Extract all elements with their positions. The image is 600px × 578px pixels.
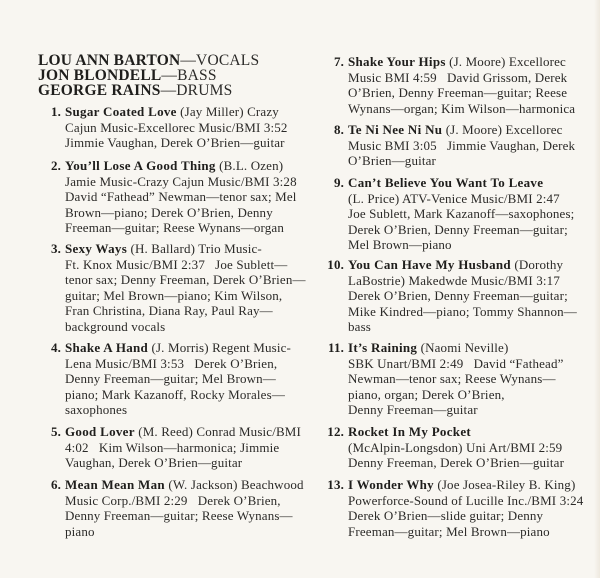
track-title: Shake A Hand <box>65 340 149 355</box>
track-credit-line: (McAlpin-Longsdon) Uni Art/BMI 2:59 <box>348 439 563 455</box>
track-credit-line: background vocals <box>65 318 166 334</box>
track-entry <box>50 477 304 539</box>
track-credit-line: Denny Freeman, Derek O’Brien—guitar <box>348 455 565 471</box>
track-credit-line: Fran Christina, Diana Ray, Paul Ray— <box>65 303 273 319</box>
track-writer-credit: (M. Reed) Conrad Music/BMI <box>134 424 301 439</box>
track-credit-line: Jamie Music-Crazy Cajun Music/BMI 3:28 <box>65 173 297 189</box>
track-number: 2. <box>50 158 61 173</box>
track-number: 6. <box>50 477 61 492</box>
track-title: Mean Mean Man <box>65 477 165 492</box>
track-title-line <box>65 477 304 493</box>
musician-role: —VOCALS <box>180 52 260 69</box>
track-title: Te Ni Nee Ni Nu <box>348 122 443 137</box>
track-credit-line: SBK Unart/BMI 2:49 David “Fathead” <box>348 355 564 371</box>
track-entry <box>50 158 297 236</box>
track-credit-line: tenor sax; Denny Freeman, Derek O’Brien— <box>65 272 306 288</box>
track-number: 13. <box>327 477 344 492</box>
track-credit-line: Derek O’Brien—slide guitar; Denny <box>348 508 544 524</box>
track-title: Can’t Believe You Want To Leave <box>348 175 544 190</box>
track-title-line <box>65 241 306 257</box>
musician-name: GEORGE RAINS <box>38 82 161 99</box>
track-title-line <box>348 340 564 356</box>
track-number: 9. <box>333 175 344 190</box>
track-credit-line: Denny Freeman—guitar; Mel Brown— <box>65 371 276 387</box>
track-title-line <box>65 424 301 440</box>
track-title-line <box>348 477 583 493</box>
track-title-line <box>348 424 564 440</box>
track-credit-line: Mel Brown—piano <box>348 237 452 253</box>
track-entry <box>327 477 584 539</box>
track-title: Rocket In My Pocket <box>348 424 472 439</box>
track-credit-line: bass <box>348 319 371 335</box>
track-title-line <box>348 122 575 138</box>
track-credit-line: piano <box>65 523 95 539</box>
track-credit-line: O’Brien, Denny Freeman—guitar; Reese <box>348 85 568 101</box>
track-credit-line: Music Corp./BMI 2:29 Derek O’Brien, <box>65 492 281 508</box>
track-credit-line: piano, organ; Derek O’Brien, <box>348 386 505 402</box>
track-credit-line: piano; Mark Kazanoff, Rocky Morales— <box>65 386 285 402</box>
credit-line <box>38 53 259 68</box>
track-entry <box>327 424 565 471</box>
credit-line <box>38 83 259 98</box>
track-credit-line: David “Fathead” Newman—tenor sax; Mel <box>65 189 297 205</box>
track-title-line <box>348 257 577 273</box>
track-entry <box>333 54 576 116</box>
track-credit-line: Brown—piano; Derek O’Brien, Denny <box>65 204 273 220</box>
track-entry <box>327 257 577 335</box>
track-writer-credit: (Naomi Neville) <box>417 340 509 355</box>
track-credit-line: Denny Freeman—guitar <box>348 402 478 418</box>
track-credit-line: Powerforce-Sound of Lucille Inc./BMI 3:24 <box>348 492 584 508</box>
track-credit-line: Jimmie Vaughan, Derek O’Brien—guitar <box>65 135 285 151</box>
credit-line <box>38 68 259 83</box>
musician-name: JON BLONDELL <box>38 67 162 84</box>
track-credit-line: guitar; Mel Brown—piano; Kim Wilson, <box>65 287 283 303</box>
track-credit-line: Cajun Music-Excellorec Music/BMI 3:52 <box>65 119 288 135</box>
track-number: 5. <box>50 424 61 439</box>
track-entry <box>50 424 301 471</box>
track-credit-line: Denny Freeman—guitar; Reese Wynans— <box>65 508 293 524</box>
track-entry <box>50 340 292 418</box>
track-writer-credit: (Joe Josea-Riley B. King) <box>433 477 576 492</box>
personnel-credits <box>38 53 259 98</box>
track-credit-line: Wynans—organ; Kim Wilson—harmonica <box>348 100 576 116</box>
track-writer-credit: (Jay Miller) Crazy <box>176 104 279 119</box>
track-title: Shake Your Hips <box>348 54 446 69</box>
track-number: 7. <box>333 54 344 69</box>
track-writer-credit: (H. Ballard) Trio Music- <box>127 241 262 256</box>
track-credit-line: Lena Music/BMI 3:53 Derek O’Brien, <box>65 355 278 371</box>
track-title-line <box>65 104 288 120</box>
track-entry <box>50 104 288 151</box>
track-writer-credit: (J. Moore) Excellorec <box>445 54 566 69</box>
track-number: 10. <box>327 257 344 272</box>
track-entry <box>328 340 564 418</box>
track-credit-line: Freeman—guitar; Mel Brown—piano <box>348 523 550 539</box>
track-writer-credit: (Dorothy <box>510 257 564 272</box>
track-credit-line: Mike Kindred—piano; Tommy Shannon— <box>348 303 577 319</box>
track-writer-credit: (J. Moore) Excellorec <box>442 122 563 137</box>
track-credit-line: saxophones <box>65 402 128 418</box>
track-title-line <box>65 158 297 174</box>
track-number: 11. <box>328 340 344 355</box>
track-title: Sugar Coated Love <box>65 104 177 119</box>
track-credit-line: Music BMI 3:05 Jimmie Vaughan, Derek <box>348 137 576 153</box>
track-writer-credit: (B.L. Ozen) <box>215 158 284 173</box>
track-number: 1. <box>50 104 61 119</box>
track-title: You Can Have My Husband <box>348 257 511 272</box>
track-credit-line: (L. Price) ATV-Venice Music/BMI 2:47 <box>348 190 560 206</box>
page-edge-shadow <box>594 0 600 578</box>
track-title: You’ll Lose A Good Thing <box>65 158 216 173</box>
track-credit-line: Vaughan, Derek O’Brien—guitar <box>65 455 243 471</box>
track-credit-line: Freeman—guitar; Reese Wynans—organ <box>65 220 285 236</box>
track-number: 12. <box>327 424 344 439</box>
track-credit-line: Newman—tenor sax; Reese Wynans— <box>348 371 556 387</box>
track-title-line <box>65 340 291 356</box>
track-title: Good Lover <box>65 424 135 439</box>
track-title: I Wonder Why <box>348 477 434 492</box>
track-credit-line: Derek O’Brien, Denny Freeman—guitar; <box>348 288 568 304</box>
musician-role: —BASS <box>161 67 217 84</box>
track-title-line <box>348 54 575 70</box>
track-title: Sexy Ways <box>65 241 128 256</box>
track-entry <box>50 241 306 335</box>
track-credit-line: 4:02 Kim Wilson—harmonica; Jimmie <box>65 439 280 455</box>
track-credit-line: Joe Sublett, Mark Kazanoff—saxophones; <box>348 206 575 222</box>
track-writer-credit: (W. Jackson) Beachwood <box>164 477 304 492</box>
track-credit-line: Ft. Knox Music/BMI 2:37 Joe Sublett— <box>65 256 288 272</box>
track-number: 8. <box>333 122 344 137</box>
track-credit-line: LaBostrie) Makedwde Music/BMI 3:17 <box>348 272 560 288</box>
track-credit-line: Derek O’Brien, Denny Freeman—guitar; <box>348 221 568 237</box>
track-credit-line: Music BMI 4:59 David Grissom, Derek <box>348 69 568 85</box>
track-number: 3. <box>50 241 61 256</box>
musician-role: —DRUMS <box>160 82 233 99</box>
track-entry <box>333 122 576 169</box>
track-number: 4. <box>50 340 61 355</box>
track-title-line <box>348 175 574 191</box>
track-title: It’s Raining <box>348 340 418 355</box>
track-entry <box>333 175 575 253</box>
track-credit-line: O’Brien—guitar <box>348 153 437 169</box>
musician-name: LOU ANN BARTON <box>38 52 181 69</box>
track-writer-credit: (J. Morris) Regent Music- <box>148 340 292 355</box>
